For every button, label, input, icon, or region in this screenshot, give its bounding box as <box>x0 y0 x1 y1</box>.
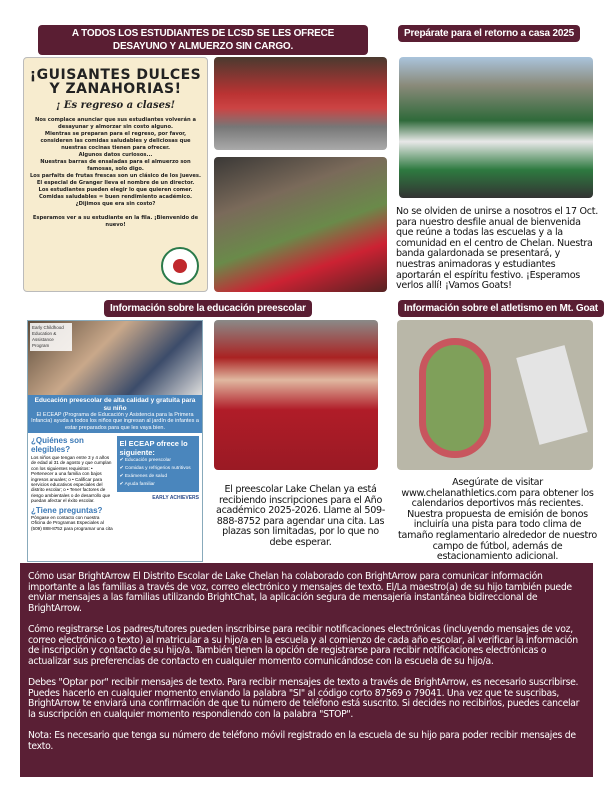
header-meals: A TODOS LOS ESTUDIANTES DE LCSD SE LES OFRECE DESAYUNO Y ALMUERZO SIN CARGO. <box>38 25 368 55</box>
eceap-questions-text: Póngase en contacto con nuestra Oficina de Programas Especiales al (509) 888-8752 para programar una cita <box>31 515 113 531</box>
brightarrow-section <box>20 563 593 777</box>
eceap-flyer <box>27 320 203 562</box>
preschool-graduates-photo <box>214 320 378 470</box>
homecoming-text: No se olviden de unirse a nosotros el 17 Oct. para nuestro desfile anual de bienvenida que reúne a todas las escuelas y a la comunidad en el centro de Chelan. Nuestra banda galardonada se presentará, y nuestras animadoras y estudiantes aportarán el espíritu festivo. ¡Esperamos verlos allí! ¡Vamos Goats! <box>396 206 598 292</box>
brightarrow-paragraph: Cómo registrarse Los padres/tutores pueden inscribirse para recibir notificaciones electrónicas (incluyendo mensajes de voz, correo electrónico o texto) al matricular a su hijo/a en la escuela y al comienzo de cada año escolar, al verificar la información de inscripción y contacto de su hijo/a. También tienen la opción de registrarse para recibir notificaciones electrónicas o actualizar sus preferencias de contacto en cualquier momento comunicándose con la escuela de su hijo/a. <box>28 623 578 667</box>
eceap-photo <box>28 321 202 395</box>
preschool-text: El preescolar Lake Chelan ya está recibiendo inscripciones para el Año académico 2025-2026. Llame al 509-888-8752 para agendar una cita. Las plazas son limitadas, por lo que no debe esperar. <box>216 484 385 548</box>
eceap-questions-title: ¿Tiene preguntas? <box>31 505 103 515</box>
track-shape <box>419 338 491 458</box>
athletics-text: Asegúrate de visitar www.chelanathletics.com para obtener los calendarios deportivos más recientes. Nuestra propuesta de emisión de bonos incluiría una pista para todo clima de tamaño reglamentario alrededor de nuestro campo de fútbol, además de estacionamiento adicional. <box>398 477 597 563</box>
eceap-eligible-text: Los niños que tengan entre 3 y 4 años de edad al 31 de agosto y que cumplan con los siguientes requisitos: • Pertenecer a una familia con bajos ingresos anuales; o • Calificar para servicios educativos especiales del distrito escolar; o • Tener factores de riesgo ambientales o de desarrollo que puedan afectar el éxito escolar. <box>31 454 112 504</box>
header-athletics: Información sobre el atletismo en Mt. Goat <box>398 300 604 317</box>
students-lunch-photo <box>214 157 387 292</box>
homecoming-parade-photo <box>399 57 593 198</box>
nutrition-logo <box>161 247 199 285</box>
brightarrow-paragraph: Debes "Optar por" recibir mensajes de texto. Para recibir mensajes de texto a través de BrightArrow, es necesario suscribirse. Puedes hacerlo en cualquier momento enviando la palabra "SI" al código corto 87569 o 79041. Una vez que te suscribas, BrightArrow te enviará una confirmación de que tu número de teléfono está suscrito. Si decides no recibirlos, puedes cancelar la suscripción en cualquier momento respondiendo con la palabra "STOP". <box>28 676 580 720</box>
flyer-title: ¡GUISANTES DULCES Y ZANAHORIAS! <box>29 67 202 97</box>
header-preschool: Información sobre la educación preescolar <box>104 300 312 317</box>
eceap-logo: Early Childhood Education & Assistance Program <box>30 323 72 351</box>
eceap-offers-title: El ECEAP ofrece lo siguiente: <box>119 438 188 457</box>
brightarrow-paragraph: Cómo usar BrightArrow El Distrito Escolar de Lake Chelan ha colaborado con BrightArrow para comunicar información importante a las familias a través de voz, correo electrónico y mensajes de texto. El/La maestro(a) de su hijo también puede enviar mensajes a las familias utilizando BrightChat, la aplicación segura de mensajería instantánea bidireccional de BrightArrow. <box>28 571 572 614</box>
eceap-band-text: El ECEAP (Programa de Educación y Asistencia para la Primera Infancia) ayuda a todos los niños que ingresan al jardín de infantes a estar preparados para que les vaya bien. <box>31 412 199 431</box>
early-achievers-badge: EARLY ACHIEVERS <box>152 494 199 501</box>
header-homecoming: Prepárate para el retorno a casa 2025 <box>398 25 580 42</box>
track-map-image <box>397 320 593 470</box>
eceap-eligible-title: ¿Quiénes son elegibles? <box>31 435 84 455</box>
offer-item: ✔ Comidas y refrigerios nutritivos <box>119 465 191 471</box>
offer-item: ✔ Exámenes de salud <box>119 473 167 479</box>
cafeteria-staff-photo <box>214 57 387 150</box>
eceap-band-title: Educación preescolar de alta calidad y gratuita para su niño <box>34 397 196 412</box>
brightarrow-paragraph: Nota: Es necesario que tenga su número de teléfono móvil registrado en la escuela de su hijo para poder recibir mensajes de texto. <box>28 729 576 752</box>
flyer-subtitle: ¡ Es regreso a clases! <box>56 100 175 111</box>
offer-item: ✔ Ayuda familiar <box>119 481 155 487</box>
nutrition-flyer <box>23 57 208 292</box>
offer-item: ✔ Educación preescolar <box>119 457 171 463</box>
flyer-body: Nos complace anunciar que sus estudiantes volverán a desayunar y almorzar sin costo alguno. Mientras se preparan para el regreso, por favor, consideren las comidas saludables y deliciosas que nuestras cocinas tienen para ofrecer. Algunos datos curiosos... Nuestras barras de ensaladas para el almuerzo son famosas, solo digo. Los parfaits de frutas frescas son un clásico de los jueves. El especial de Granger lleva el nombre de un director. Los estudiantes pueden elegir lo que quieren comer. Comidas saludables = buen rendimiento académico. ¿Dijimos que era sin costo? Esperamos ver a su estudiante en la fila. ¡Bienvenido de nuevo! <box>30 117 201 228</box>
parking-lot <box>516 345 588 445</box>
